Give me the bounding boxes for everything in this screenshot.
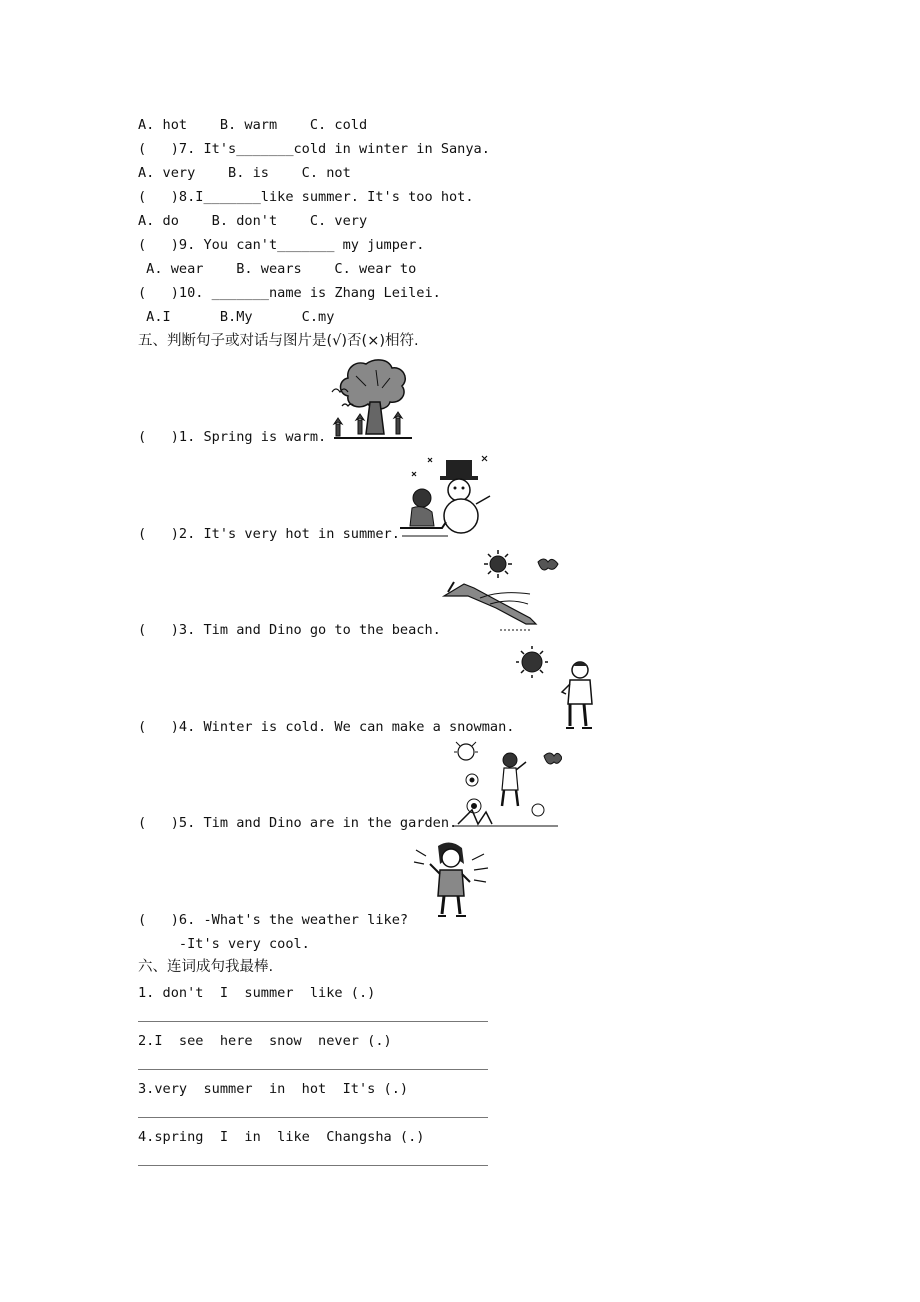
swimmer-sun-beach-image <box>440 548 562 636</box>
q10-options: A.I B.My C.my <box>138 309 335 325</box>
part5-item-6-answer: -It's very cool. <box>138 936 310 952</box>
q10-question: ( )10. _______name is Zhang Leilei. <box>138 285 441 301</box>
answer-line-2[interactable] <box>138 1069 488 1070</box>
answer-line-4[interactable] <box>138 1165 488 1166</box>
part5-item-3: ( )3. Tim and Dino go to the beach. <box>138 622 441 638</box>
q7-options: A. very B. is C. not <box>138 165 351 181</box>
part5-item-5: ( )5. Tim and Dino are in the garden. <box>138 815 458 831</box>
q8-question: ( )8.I_______like summer. It's too hot. <box>138 189 474 205</box>
part5-item-4: ( )4. Winter is cold. We can make a snowman. <box>138 719 515 735</box>
part6-item-1: 1. don't I summer like (.) <box>138 985 376 1001</box>
part5-item-2: ( )2. It's very hot in summer. <box>138 526 400 542</box>
q6-options: A. hot B. warm C. cold <box>138 117 368 133</box>
part6-heading: 六、连词成句我最棒. <box>138 959 274 975</box>
answer-line-1[interactable] <box>138 1021 488 1022</box>
sun-and-boy-image <box>512 644 600 732</box>
part5-item-6: ( )6. -What's the weather like? <box>138 912 409 928</box>
garden-boy-flowers-image <box>452 740 562 830</box>
part5-item-1: ( )1. Spring is warm. <box>138 429 327 445</box>
q9-question: ( )9. You can't_______ my jumper. <box>138 237 425 253</box>
answer-line-3[interactable] <box>138 1117 488 1118</box>
q8-options: A. do B. don't C. very <box>138 213 368 229</box>
q9-options: A. wear B. wears C. wear to <box>138 261 417 277</box>
tree-flowers-butterflies-image <box>326 356 422 442</box>
part6-item-3: 3.very summer in hot It's (.) <box>138 1081 409 1097</box>
part5-heading: 五、判断句子或对话与图片是(√)否(×)相符. <box>138 333 419 349</box>
girl-in-wind-image <box>412 840 492 920</box>
part6-item-2: 2.I see here snow never (.) <box>138 1033 392 1049</box>
q7-question: ( )7. It's_______cold in winter in Sanya. <box>138 141 490 157</box>
part6-item-4: 4.spring I in like Changsha (.) <box>138 1129 425 1145</box>
girl-and-snowman-image <box>398 452 502 542</box>
